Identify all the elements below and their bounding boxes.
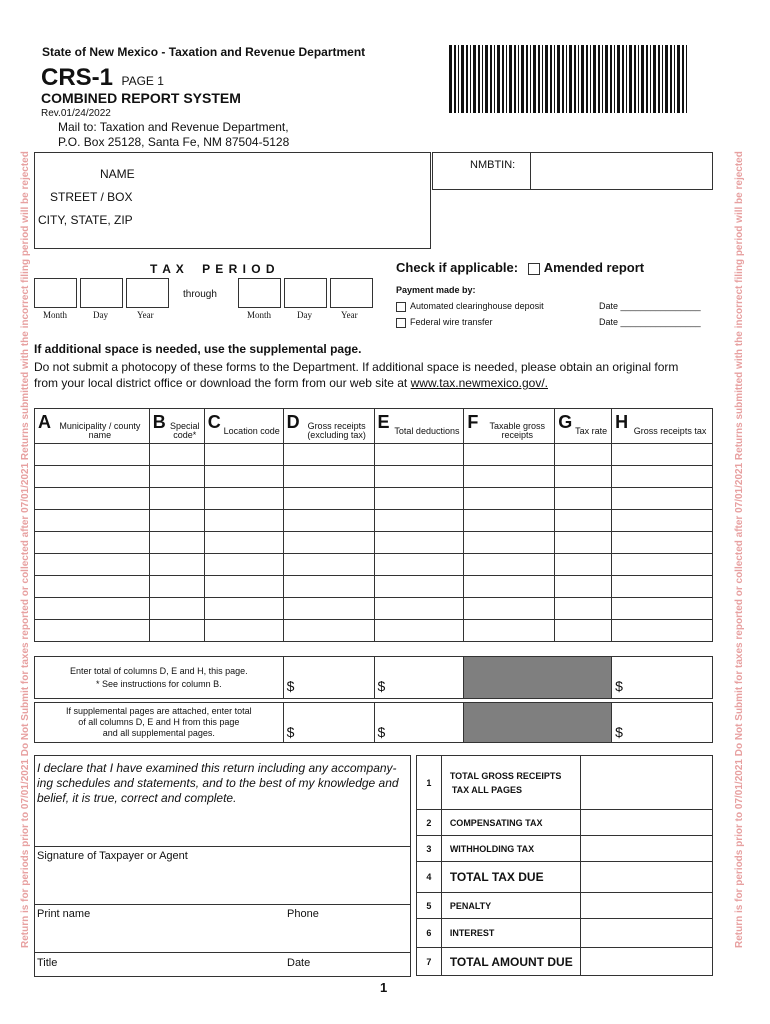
table-cell[interactable] xyxy=(204,554,283,576)
shaded-cell-2 xyxy=(464,703,612,743)
address-box[interactable] xyxy=(34,152,431,249)
table-cell[interactable] xyxy=(374,444,464,466)
from-day-field[interactable] xyxy=(80,278,123,308)
table-row xyxy=(35,532,713,554)
barcode-bar xyxy=(454,45,456,113)
total-h-all[interactable]: $ xyxy=(612,703,713,743)
table-cell[interactable] xyxy=(555,576,612,598)
totals-all-line-3: and all supplemental pages. xyxy=(102,728,215,738)
barcode-bar xyxy=(526,45,528,113)
table-cell[interactable] xyxy=(612,554,713,576)
barcode-bar xyxy=(650,45,651,113)
table-row xyxy=(35,444,713,466)
notice-line-2-text: from your local district office or download the form from our web site at xyxy=(34,376,411,390)
barcode-bar xyxy=(586,45,588,113)
totals-all-label xyxy=(35,703,284,743)
phone-label: Phone xyxy=(287,908,319,920)
barcode-bar xyxy=(557,45,560,113)
column-title: Taxable gross receipts xyxy=(489,421,546,440)
table-cell[interactable] xyxy=(283,488,374,510)
side-notice-left: Return is for periods prior to 07/01/2021 Do Not Submit for taxes reported or collected after 07/01/2021 Returns submitted with the incorrect filing period will be rejected xyxy=(20,151,31,948)
table-cell[interactable] xyxy=(35,598,150,620)
barcode-bar xyxy=(562,45,564,113)
table-cell[interactable] xyxy=(283,554,374,576)
summary-label-cell xyxy=(441,919,580,948)
wire-date[interactable]: Date ________________ xyxy=(599,317,701,327)
to-year-field[interactable] xyxy=(330,278,373,308)
street-label: STREET / BOX xyxy=(50,190,133,204)
table-cell[interactable] xyxy=(555,554,612,576)
to-year-label: Year xyxy=(341,310,358,320)
form-title xyxy=(41,64,164,92)
from-year-field[interactable] xyxy=(126,278,169,308)
table-cell[interactable] xyxy=(149,554,204,576)
mail-line-1: Mail to: Taxation and Revenue Department, xyxy=(58,120,289,134)
column-header-g xyxy=(555,409,612,444)
summary-label: TOTAL GROSS RECEIPTS xyxy=(449,770,562,781)
table-cell[interactable] xyxy=(283,598,374,620)
barcode-bar xyxy=(502,45,504,113)
column-header-h xyxy=(612,409,713,444)
barcode-bar xyxy=(485,45,488,113)
table-cell[interactable] xyxy=(612,576,713,598)
to-month-label: Month xyxy=(247,310,272,320)
column-letter: G xyxy=(558,412,573,432)
table-cell[interactable] xyxy=(374,576,464,598)
summary-label: TOTAL TAX DUE xyxy=(449,870,544,884)
barcode-bar xyxy=(545,45,548,113)
barcode-bar xyxy=(466,45,468,113)
total-d-page[interactable]: $ xyxy=(283,657,374,699)
wire-option xyxy=(396,317,493,328)
summary-amount-field[interactable] xyxy=(581,836,713,862)
table-cell[interactable] xyxy=(555,510,612,532)
table-cell[interactable] xyxy=(555,466,612,488)
barcode-bar xyxy=(677,45,680,113)
totals-page-label xyxy=(35,657,284,699)
totals-row-all xyxy=(35,703,713,743)
summary-number: 1 xyxy=(417,756,442,810)
page-label: PAGE 1 xyxy=(121,74,164,88)
summary-label-cell xyxy=(441,836,580,862)
table-cell[interactable] xyxy=(204,510,283,532)
table-cell[interactable] xyxy=(555,488,612,510)
ach-checkbox[interactable] xyxy=(396,302,406,312)
totals-all-line-1: If supplemental pages are attached, enter total xyxy=(66,706,252,716)
barcode-bar xyxy=(638,45,639,113)
notice-line-2 xyxy=(34,376,548,390)
table-row xyxy=(35,576,713,598)
column-header-a xyxy=(35,409,150,444)
payment-label: Payment made by: xyxy=(396,285,476,295)
nmbtin-label-box xyxy=(432,152,531,190)
table-cell[interactable] xyxy=(149,576,204,598)
table-cell[interactable] xyxy=(374,488,464,510)
summary-number: 4 xyxy=(417,862,442,893)
table-cell[interactable] xyxy=(204,620,283,642)
summary-label-cell xyxy=(441,948,580,976)
barcode-bar xyxy=(449,45,452,113)
barcode-bar xyxy=(653,45,656,113)
receipts-table xyxy=(34,408,713,642)
table-cell[interactable] xyxy=(149,510,204,532)
table-cell[interactable] xyxy=(464,576,555,598)
column-title: Gross receipts tax xyxy=(633,425,707,436)
column-letter: F xyxy=(467,412,479,432)
barcode-bar xyxy=(581,45,584,113)
notice-title: If additional space is needed, use the supplemental page. xyxy=(34,342,362,356)
amended-label: Amended report xyxy=(543,260,645,275)
column-letter: D xyxy=(286,412,300,432)
barcode-bar xyxy=(482,45,483,113)
print-name-line[interactable] xyxy=(35,904,410,905)
table-row xyxy=(35,554,713,576)
barcode-bar xyxy=(494,45,495,113)
column-title: Location code xyxy=(223,425,280,436)
table-cell[interactable] xyxy=(149,532,204,554)
column-title: Gross receipts (excluding tax) xyxy=(307,421,366,440)
city-label: CITY, STATE, ZIP xyxy=(38,213,133,227)
barcode-bar xyxy=(610,45,612,113)
table-cell[interactable] xyxy=(149,620,204,642)
table-cell[interactable] xyxy=(204,576,283,598)
column-header-e xyxy=(374,409,464,444)
barcode-bar xyxy=(478,45,480,113)
summary-number: 7 xyxy=(417,948,442,976)
column-header-d xyxy=(283,409,374,444)
column-letter: H xyxy=(615,412,629,432)
barcode-bar xyxy=(578,45,579,113)
barcode-bar xyxy=(461,45,464,113)
table-cell[interactable] xyxy=(204,444,283,466)
table-cell[interactable] xyxy=(35,466,150,488)
barcode-bar xyxy=(550,45,552,113)
column-letter: A xyxy=(38,412,51,432)
summary-label-cell xyxy=(441,756,580,810)
barcode-bar xyxy=(490,45,492,113)
table-cell[interactable] xyxy=(464,466,555,488)
summary-label-cell xyxy=(441,893,580,919)
table-cell[interactable] xyxy=(374,532,464,554)
summary-number: 6 xyxy=(417,919,442,948)
summary-amount-field[interactable] xyxy=(581,862,713,893)
wire-label: Federal wire transfer xyxy=(410,317,493,327)
date-label: Date xyxy=(287,957,311,969)
summary-number: 2 xyxy=(417,810,442,836)
barcode-bar xyxy=(554,45,555,113)
barcode-bar xyxy=(682,45,684,113)
barcode-bar xyxy=(662,45,663,113)
barcode-bar xyxy=(509,45,512,113)
table-cell[interactable] xyxy=(374,466,464,488)
column-header-b xyxy=(149,409,204,444)
barcode-bar xyxy=(614,45,615,113)
table-cell[interactable] xyxy=(149,466,204,488)
table-cell[interactable] xyxy=(149,598,204,620)
barcode-bar xyxy=(658,45,660,113)
barcode-bar xyxy=(641,45,644,113)
totals-page-line-1: Enter total of columns D, E and H, this page. xyxy=(70,665,248,676)
barcode-bar xyxy=(569,45,572,113)
table-cell[interactable] xyxy=(464,598,555,620)
table-cell[interactable] xyxy=(374,598,464,620)
from-day-label: Day xyxy=(93,310,108,320)
column-letter: C xyxy=(207,412,221,432)
table-cell[interactable] xyxy=(612,620,713,642)
table-cell[interactable] xyxy=(204,466,283,488)
barcode-bar xyxy=(530,45,531,113)
table-cell[interactable] xyxy=(612,598,713,620)
summary-label-cell xyxy=(441,862,580,893)
barcode-bar xyxy=(617,45,620,113)
summary-row xyxy=(417,919,713,948)
table-cell[interactable] xyxy=(374,510,464,532)
table-row xyxy=(35,488,713,510)
table-cell[interactable] xyxy=(204,488,283,510)
table-header-row xyxy=(35,409,713,444)
title-label: Title xyxy=(37,957,58,969)
system-title: COMBINED REPORT SYSTEM xyxy=(41,90,241,106)
title-line[interactable] xyxy=(35,952,410,953)
table-cell[interactable] xyxy=(283,532,374,554)
department-title: State of New Mexico - Taxation and Revenue Department xyxy=(42,45,366,59)
barcode-bar xyxy=(598,45,600,113)
barcode-bar xyxy=(634,45,636,113)
website-link[interactable]: www.tax.newmexico.gov/. xyxy=(410,376,548,390)
summary-table xyxy=(416,755,713,976)
summary-amount-field[interactable] xyxy=(581,893,713,919)
barcode-bar xyxy=(542,45,543,113)
table-cell[interactable] xyxy=(555,444,612,466)
ach-date[interactable]: Date ________________ xyxy=(599,301,701,311)
barcode-bar xyxy=(473,45,476,113)
table-cell[interactable] xyxy=(612,510,713,532)
summary-label-2: TAX ALL PAGES xyxy=(451,784,522,795)
shaded-cell-1 xyxy=(464,657,612,699)
to-day-field[interactable] xyxy=(284,278,327,308)
from-month-field[interactable] xyxy=(34,278,77,308)
page-number: 1 xyxy=(380,980,388,995)
ach-option xyxy=(396,301,544,312)
tax-period-title: T A X P E R I O D xyxy=(150,262,276,276)
column-header-c xyxy=(204,409,283,444)
barcode-bar xyxy=(629,45,632,113)
total-d-all[interactable]: $ xyxy=(283,703,374,743)
table-cell[interactable] xyxy=(283,466,374,488)
barcode-bar xyxy=(538,45,540,113)
barcode-bar xyxy=(646,45,648,113)
table-cell[interactable] xyxy=(464,510,555,532)
barcode-bar xyxy=(470,45,471,113)
table-cell[interactable] xyxy=(374,620,464,642)
barcode-bar xyxy=(602,45,603,113)
table-cell[interactable] xyxy=(555,598,612,620)
table-cell[interactable] xyxy=(464,488,555,510)
table-cell[interactable] xyxy=(149,444,204,466)
summary-row xyxy=(417,948,713,976)
summary-amount-field[interactable] xyxy=(581,919,713,948)
barcode-bar xyxy=(686,45,687,113)
amended-checkbox[interactable] xyxy=(528,263,540,275)
ach-label: Automated clearinghouse deposit xyxy=(410,301,544,311)
table-cell[interactable] xyxy=(35,532,150,554)
totals-page-line-2: * See instructions for column B. xyxy=(96,678,222,689)
nmbtin-label: NMBTIN: xyxy=(470,159,516,171)
total-e-page[interactable]: $ xyxy=(374,657,464,699)
barcode-bar xyxy=(533,45,536,113)
to-month-field[interactable] xyxy=(238,278,281,308)
column-title: Total deductions xyxy=(394,425,460,436)
table-row xyxy=(35,510,713,532)
notice-line-1: Do not submit a photocopy of these forms to the Department. If additional space is needed, please obtain an original form xyxy=(34,360,679,374)
declaration-text: I declare that I have examined this return including any accompany-ing schedules and statements, and to the best of my knowledge and belief, it is true, correct and complete. xyxy=(37,761,399,805)
barcode-bar xyxy=(574,45,576,113)
table-cell[interactable] xyxy=(283,510,374,532)
summary-row xyxy=(417,862,713,893)
summary-number: 5 xyxy=(417,893,442,919)
summary-number: 3 xyxy=(417,836,442,862)
table-cell[interactable] xyxy=(464,532,555,554)
revision: Rev.01/24/2022 xyxy=(41,108,111,119)
barcode-bar xyxy=(506,45,507,113)
table-cell[interactable] xyxy=(464,620,555,642)
table-cell[interactable] xyxy=(283,444,374,466)
table-cell[interactable] xyxy=(612,532,713,554)
table-cell[interactable] xyxy=(35,510,150,532)
summary-label: TOTAL AMOUNT DUE xyxy=(449,954,573,969)
from-month-label: Month xyxy=(43,310,68,320)
name-label: NAME xyxy=(100,167,135,181)
table-cell[interactable] xyxy=(35,488,150,510)
signature-label: Signature of Taxpayer or Agent xyxy=(37,850,188,862)
barcode-bar xyxy=(566,45,567,113)
summary-label-cell xyxy=(441,810,580,836)
table-cell[interactable] xyxy=(464,444,555,466)
total-e-all[interactable]: $ xyxy=(374,703,464,743)
mail-line-2: P.O. Box 25128, Santa Fe, NM 87504-5128 xyxy=(58,135,290,149)
barcode-bar xyxy=(518,45,519,113)
summary-row xyxy=(417,893,713,919)
table-cell[interactable] xyxy=(555,532,612,554)
barcode-bar xyxy=(497,45,500,113)
summary-label: COMPENSATING TAX xyxy=(449,817,543,828)
totals-row-page xyxy=(35,657,713,699)
table-cell[interactable] xyxy=(149,488,204,510)
wire-checkbox[interactable] xyxy=(396,318,406,328)
table-cell[interactable] xyxy=(35,576,150,598)
barcode-bar xyxy=(670,45,672,113)
barcode-bar xyxy=(674,45,675,113)
side-notice-right: Return is for periods prior to 07/01/2021 Do Not Submit for taxes reported or collected after 07/01/2021 Returns submitted with the incorrect filing period will be rejected xyxy=(734,151,745,948)
summary-amount-field[interactable] xyxy=(581,948,713,976)
column-letter: B xyxy=(152,412,166,432)
from-year-label: Year xyxy=(137,310,154,320)
table-cell[interactable] xyxy=(204,598,283,620)
summary-label: INTEREST xyxy=(449,928,495,938)
table-cell[interactable] xyxy=(555,620,612,642)
table-cell[interactable] xyxy=(35,554,150,576)
table-cell[interactable] xyxy=(204,532,283,554)
table-cell[interactable] xyxy=(612,488,713,510)
barcode-bar xyxy=(514,45,516,113)
through-label: through xyxy=(183,289,217,300)
column-title: Special code* xyxy=(170,421,200,440)
barcode-bar xyxy=(590,45,591,113)
barcode-bar xyxy=(626,45,627,113)
table-cell[interactable] xyxy=(464,554,555,576)
table-cell[interactable] xyxy=(374,554,464,576)
totals-all-line-2: of all columns D, E and H from this page xyxy=(78,717,240,727)
summary-row xyxy=(417,836,713,862)
nmbtin-field[interactable] xyxy=(530,152,713,190)
column-title: Tax rate xyxy=(575,425,608,436)
barcode-bar xyxy=(458,45,459,113)
check-applicable-label: Check if applicable: xyxy=(396,260,519,275)
table-cell[interactable] xyxy=(283,576,374,598)
table-cell[interactable] xyxy=(283,620,374,642)
column-title: Municipality / county name xyxy=(59,421,141,440)
barcode-bar xyxy=(665,45,668,113)
column-letter: E xyxy=(377,412,390,432)
totals-table xyxy=(34,656,713,743)
barcode-bar xyxy=(605,45,608,113)
total-h-page[interactable]: $ xyxy=(612,657,713,699)
signature-line[interactable] xyxy=(35,846,410,847)
summary-row xyxy=(417,810,713,836)
summary-label: WITHHOLDING TAX xyxy=(449,843,535,854)
to-day-label: Day xyxy=(297,310,312,320)
table-cell[interactable] xyxy=(612,466,713,488)
summary-label: PENALTY xyxy=(449,900,492,911)
print-name-label: Print name xyxy=(37,908,91,920)
table-cell[interactable] xyxy=(35,620,150,642)
table-row xyxy=(35,598,713,620)
check-applicable xyxy=(396,260,644,275)
barcode-bar xyxy=(593,45,596,113)
summary-amount-field[interactable] xyxy=(581,756,713,810)
summary-amount-field[interactable] xyxy=(581,810,713,836)
summary-row xyxy=(417,756,713,810)
table-row xyxy=(35,620,713,642)
table-cell[interactable] xyxy=(612,444,713,466)
declaration-box xyxy=(34,755,411,977)
table-row xyxy=(35,466,713,488)
column-header-f xyxy=(464,409,555,444)
table-cell[interactable] xyxy=(35,444,150,466)
form-number: CRS-1 xyxy=(41,64,114,91)
barcode-bar xyxy=(622,45,624,113)
barcode-bar xyxy=(521,45,524,113)
barcode xyxy=(449,45,689,113)
